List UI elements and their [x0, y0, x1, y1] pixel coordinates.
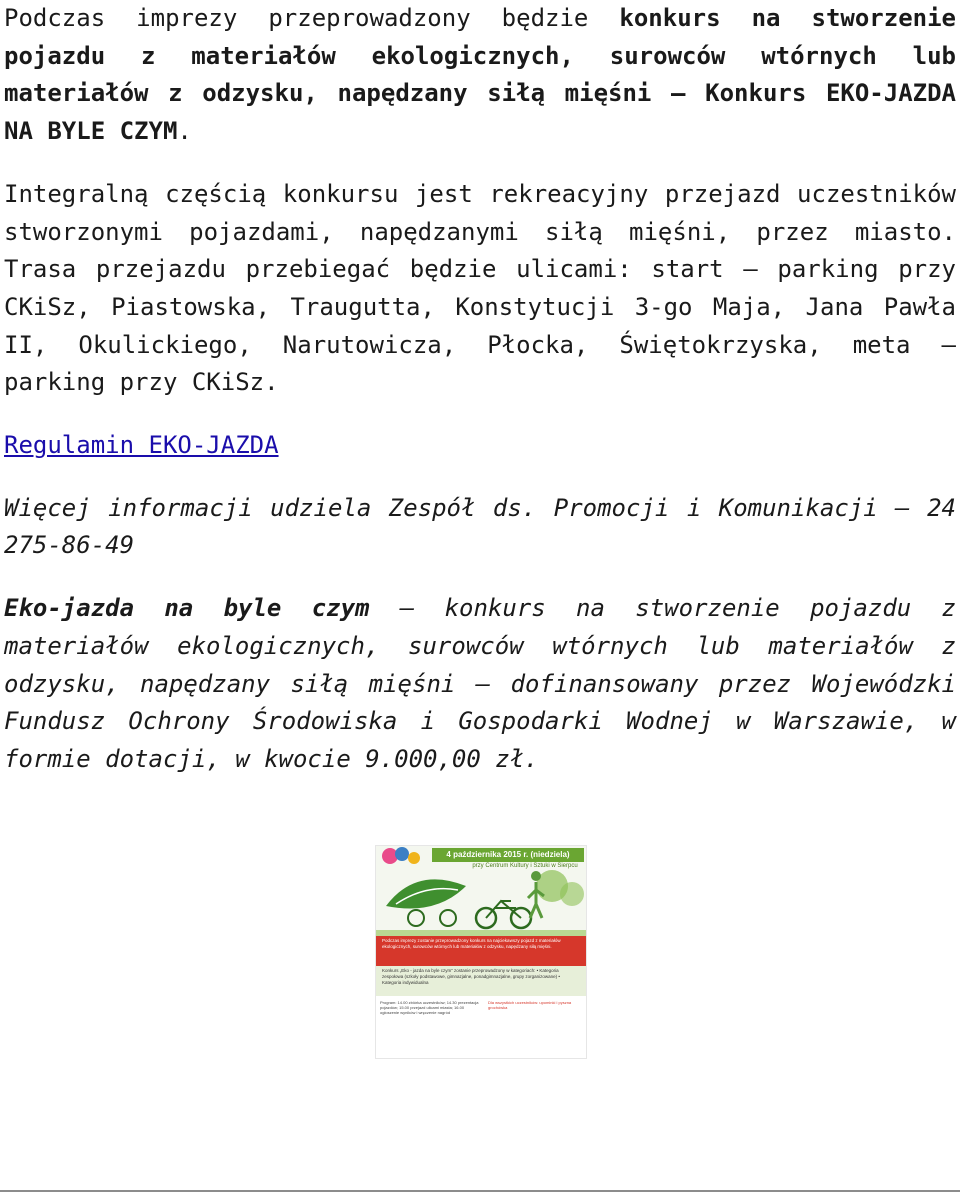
poster-prizes: Dla wszystkich uczestników: upominki i pyszna grochówka: [488, 1000, 572, 1010]
poster-venue: przy Centrum Kultury i Sztuki w Sierpcu: [472, 863, 578, 869]
regulamin-link[interactable]: Regulamin EKO-JAZDA: [4, 431, 279, 460]
paragraph-intro: [4, 0, 956, 151]
poster-program: Program: 14.00 zbiórka uczestników; 14.30 prezentacja pojazdów; 15.00 przejazd ulicami miasta; 16.00 ogłoszenie wyników i wręczenie nagród: [380, 1000, 479, 1015]
footer-divider: [0, 1190, 960, 1192]
funding-bold-title: Eko-jazda na byle czym: [4, 594, 370, 623]
paragraph-funding: [4, 590, 956, 779]
poster-red-banner: Podczas imprezy zostanie przeprowadzony konkurs na najciekawszy pojazd z materiałów ekologicznych, surowców wtórnych lub materiałów z odzysku, napędzany siłą mięśni.: [376, 936, 586, 966]
event-poster-image: [376, 846, 586, 1058]
funding-text: – konkurs na stworzenie pojazdu z materiałów ekologicznych, surowców wtórnych lub materiałów z odzysku, napędzany siłą mięśni – dofinansowany przez Wojewódzki Fundusz Ochrony Środowiska i Gospodarki Wodnej w Warszawie, w formie dotacji, w kwocie 9.000,00 zł.: [4, 594, 956, 773]
paragraph-regulations: [4, 427, 956, 465]
article-body: [4, 0, 956, 804]
paragraph-route: Integralną częścią konkursu jest rekreacyjny przejazd uczestników stworzonymi pojazdami, napędzanymi siłą mięśni, przez miasto. Trasa przejazdu przebiegać będzie ulicami: start – parking przy CKiSz, Piastowska, Traugutta, Konstytucji 3-go Maja, Jana Pawła II, Okulickiego, Narutowicza, Płocka, Świętokrzyska, meta – parking przy CKiSz.: [4, 179, 956, 397]
intro-text: Podczas imprezy przeprowadzony będzie: [4, 4, 620, 32]
intro-end: .: [177, 117, 192, 146]
poster-categories: Konkurs „Eko - jazda na byle czym” zostanie przeprowadzony w kategoriach: • Kategoria zespołowa (szkoły podstawowe, gimnazjalne, ponadgimnazjalne, grupy zorganizowane) • Kategoria indywidualna: [376, 966, 586, 996]
paragraph-contact: Więcej informacji udziela Zespół ds. Promocji i Komunikacji – 24 275-86-49: [4, 493, 956, 560]
intro-bold-text: konkurs na stworzenie pojazdu z materiałów ekologicznych, surowców wtórnych lub materiałów z odzysku, napędzany siłą mięśni – Konkurs EKO-JAZDA NA BYLE CZYM: [4, 4, 957, 146]
poster-bottom: [376, 996, 586, 1058]
poster-illustration: [376, 846, 586, 936]
poster-date: 4 października 2015 r. (niedziela): [432, 848, 584, 862]
